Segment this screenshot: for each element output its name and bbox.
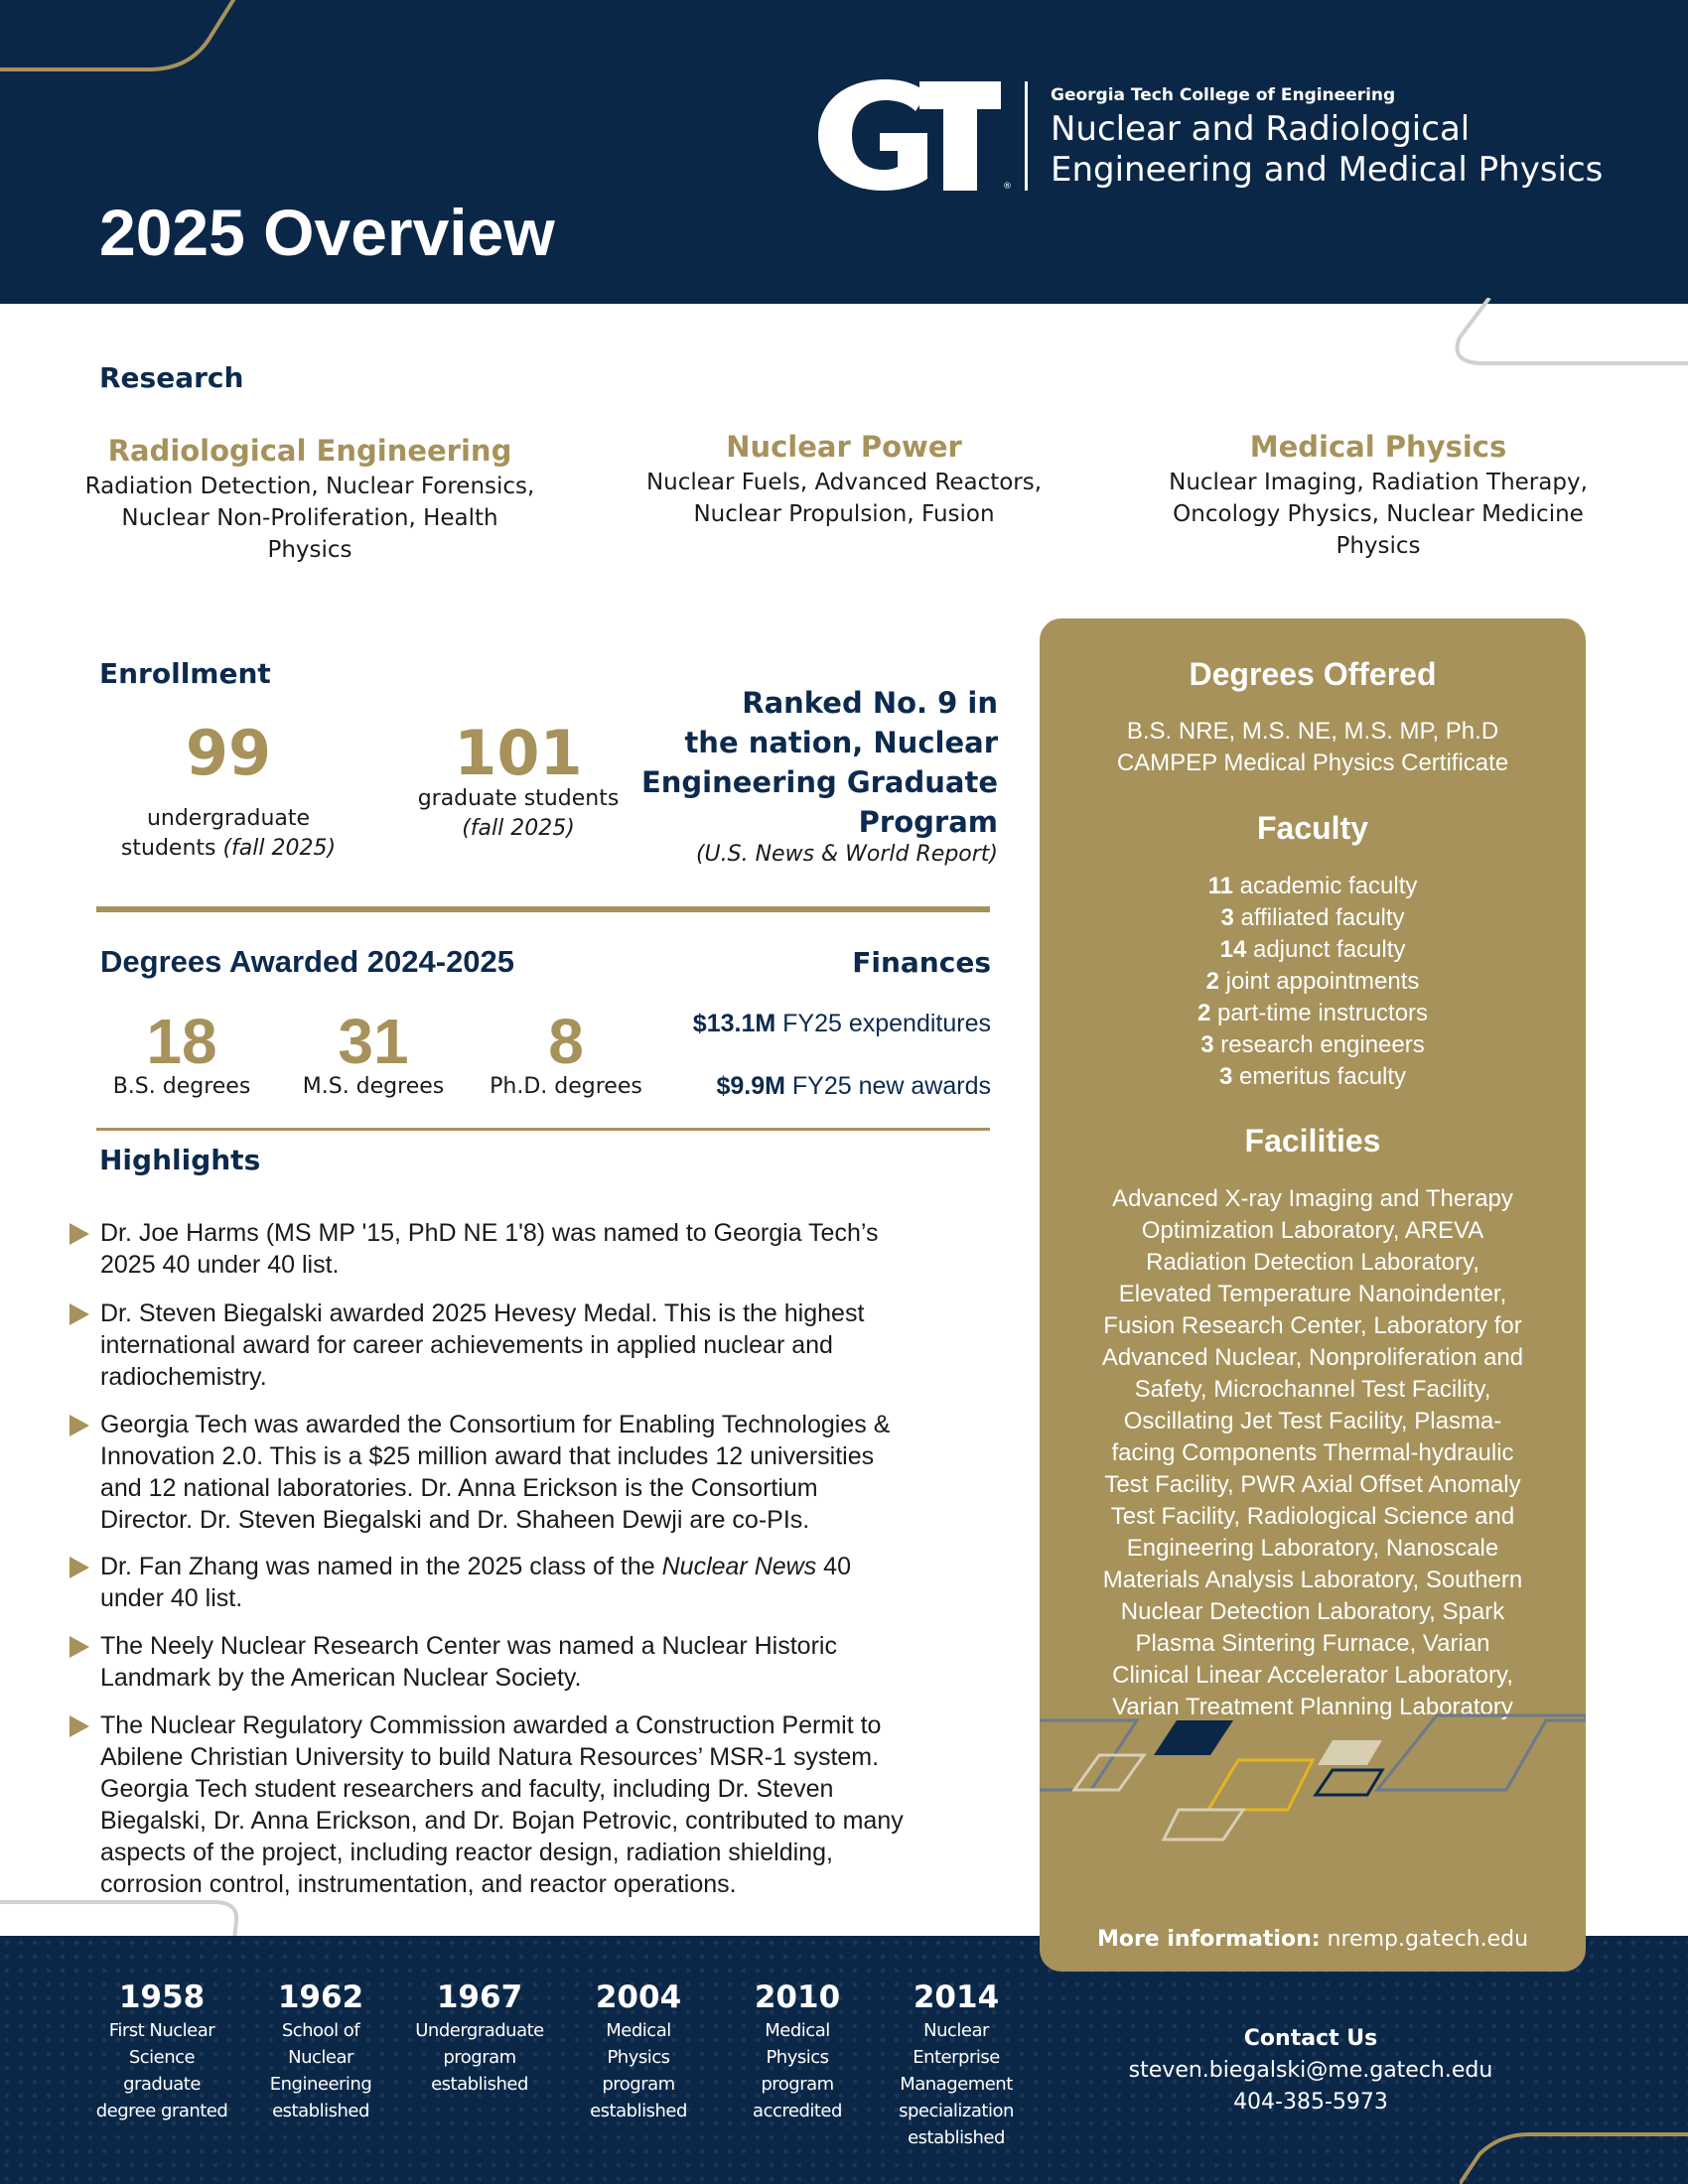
- faculty-count: 3: [1220, 904, 1234, 931]
- research-area-line: Radiation Detection, Nuclear Forensics,: [84, 474, 535, 499]
- degrees-offered-list: [1059, 716, 1566, 779]
- research-area-title: Nuclear Power: [726, 430, 962, 464]
- finance-label: FY25 expenditures: [782, 1010, 991, 1037]
- grad-term: (fall 2025): [462, 816, 575, 841]
- facilities-line: Varian Treatment Planning Laboratory: [1112, 1694, 1513, 1720]
- timeline-year: 2010: [754, 1979, 841, 2015]
- enrollment-heading: Enrollment: [99, 657, 271, 690]
- timeline-year: 2004: [595, 1979, 682, 2015]
- undergrad-term: (fall 2025): [222, 836, 337, 861]
- timeline-line: established: [590, 2101, 687, 2121]
- timeline-item-2010: [728, 1978, 867, 2124]
- timeline-line: Science: [128, 2047, 196, 2068]
- faculty-line: [1059, 998, 1566, 1029]
- highlight-text: Dr. Fan Zhang was named in the 2025 class of the: [100, 1553, 662, 1580]
- timeline-line: Medical: [606, 2020, 671, 2041]
- grad-count: 101: [454, 717, 583, 789]
- faculty-label: academic faculty: [1239, 873, 1418, 899]
- degrees-offered-line: B.S. NRE, M.S. NE, M.S. MP, Ph.D: [1126, 718, 1499, 745]
- bs-degrees-count: 18: [146, 1006, 217, 1077]
- facilities-line: Elevated Temperature Nanoindenter,: [1118, 1281, 1507, 1307]
- highlight-line: under 40 list.: [100, 1584, 243, 1612]
- facilities-line: Advanced X-ray Imaging and Therapy: [1112, 1185, 1513, 1212]
- timeline-line: established: [431, 2074, 528, 2095]
- info-panel: [1040, 618, 1586, 1972]
- gt-logo: [816, 75, 1015, 195]
- research-area-nuclear-power: [616, 427, 1072, 530]
- faculty-label: research engineers: [1220, 1031, 1425, 1058]
- faculty-label: adjunct faculty: [1252, 936, 1406, 963]
- timeline-item-1962: [251, 1978, 390, 2124]
- decorative-curve-right: [1440, 298, 1688, 367]
- highlight-line: international award for career achievements in applied nuclear and: [100, 1331, 833, 1359]
- facilities-line: Clinical Linear Accelerator Laboratory,: [1112, 1662, 1513, 1689]
- facilities-line: Radiation Detection Laboratory,: [1146, 1249, 1479, 1276]
- faculty-heading: Faculty: [1256, 810, 1369, 846]
- decorative-curve: [0, 0, 278, 79]
- ms-degrees-count: 31: [338, 1006, 409, 1077]
- grad-label: [389, 784, 647, 844]
- highlight-line: [100, 1551, 974, 1582]
- faculty-count: 2: [1196, 1000, 1211, 1026]
- highlight-line: aspects of the project, including reactor design, radiation shielding,: [100, 1839, 833, 1866]
- more-info-line: [1040, 1927, 1586, 1952]
- faculty-label: affiliated faculty: [1240, 904, 1405, 931]
- research-area-title: Medical Physics: [1249, 430, 1507, 464]
- faculty-line: [1059, 966, 1566, 998]
- faculty-label: part-time instructors: [1216, 1000, 1429, 1026]
- contact-phone[interactable]: 404-385-5973: [1233, 2090, 1388, 2115]
- bullet-triangle-icon: [70, 1557, 89, 1578]
- ranking-source: (U.S. News & World Report): [695, 842, 998, 867]
- finance-label: FY25 new awards: [791, 1072, 991, 1100]
- svg-text:®: ®: [1003, 182, 1012, 192]
- contact-block: [1112, 2023, 1509, 2118]
- highlight-text: 40: [816, 1553, 851, 1580]
- page-title: 2025 Overview: [99, 196, 555, 269]
- highlight-line: 2025 40 under 40 list.: [100, 1251, 340, 1279]
- ms-degrees-label: M.S. degrees: [302, 1074, 445, 1099]
- grad-label-text: graduate students: [417, 786, 620, 811]
- decorative-shapes: [1040, 1701, 1586, 1899]
- research-area-line: Nuclear Non-Proliferation, Health: [121, 505, 498, 531]
- facilities-list: [1050, 1183, 1576, 1723]
- highlight-line: Georgia Tech was awarded the Consortium for Enabling Technologies &: [100, 1411, 891, 1438]
- more-info-link[interactable]: nremp.gatech.edu: [1327, 1927, 1529, 1952]
- degrees-offered-line: CAMPEP Medical Physics Certificate: [1116, 750, 1509, 776]
- timeline-line: program: [761, 2074, 834, 2095]
- timeline-line: Medical: [765, 2020, 830, 2041]
- timeline-line: Engineering: [269, 2074, 372, 2095]
- highlight-line: Dr. Joe Harms (MS MP '15, PhD NE 1'8) was named to Georgia Tech’s: [100, 1219, 879, 1247]
- facilities-line: Fusion Research Center, Laboratory for: [1103, 1312, 1522, 1339]
- faculty-line: [1059, 902, 1566, 934]
- faculty-count: 3: [1200, 1031, 1214, 1058]
- facilities-line: Safety, Microchannel Test Facility,: [1134, 1376, 1491, 1403]
- logo-divider: [1025, 81, 1028, 191]
- research-heading: Research: [99, 361, 244, 394]
- timeline-line: accredited: [753, 2101, 842, 2121]
- phd-degrees-label: Ph.D. degrees: [490, 1074, 642, 1099]
- bs-degrees-label: B.S. degrees: [112, 1074, 251, 1099]
- research-area-line: Physics: [1336, 533, 1421, 559]
- ranking-line: Engineering Graduate: [640, 765, 998, 799]
- timeline-line: Nuclear: [288, 2047, 353, 2068]
- timeline-line: specialization: [899, 2101, 1014, 2121]
- faculty-line: [1059, 1061, 1566, 1093]
- facilities-line: Engineering Laboratory, Nanoscale: [1126, 1535, 1499, 1562]
- contact-email[interactable]: steven.biegalski@me.gatech.edu: [1128, 2058, 1493, 2083]
- undergrad-label-line1: undergraduate: [146, 806, 311, 831]
- facilities-line: Test Facility, PWR Axial Offset Anomaly: [1104, 1471, 1521, 1498]
- facilities-line: Advanced Nuclear, Nonproliferation and: [1101, 1344, 1524, 1371]
- bullet-triangle-icon: [70, 1415, 89, 1436]
- bullet-triangle-icon: [70, 1303, 89, 1325]
- faculty-line: [1059, 871, 1566, 902]
- timeline-line: established: [272, 2101, 369, 2121]
- bullet-triangle-icon: [70, 1715, 89, 1737]
- timeline-item-1958: [92, 1978, 231, 2124]
- degrees-offered-heading: Degrees Offered: [1189, 656, 1437, 692]
- timeline-item-1967: [410, 1978, 549, 2098]
- timeline-line: program: [602, 2074, 675, 2095]
- timeline-line: established: [908, 2127, 1005, 2148]
- finance-expenditures: [596, 1010, 991, 1038]
- degrees-awarded-heading: Degrees Awarded 2024-2025: [100, 944, 515, 979]
- ranking-line: Program: [858, 805, 998, 839]
- section-divider: [96, 906, 990, 912]
- research-area-title: Radiological Engineering: [107, 434, 512, 468]
- timeline-line: Physics: [766, 2047, 829, 2068]
- faculty-count: 3: [1218, 1063, 1233, 1090]
- timeline-item-2014: [887, 1978, 1026, 2151]
- research-area-line: Nuclear Propulsion, Fusion: [693, 501, 995, 527]
- research-area-line: Nuclear Fuels, Advanced Reactors,: [645, 470, 1043, 495]
- timeline-line: degree granted: [95, 2101, 228, 2121]
- undergrad-label: [99, 804, 357, 864]
- highlight-line: Georgia Tech student researchers and faculty, including Dr. Steven: [100, 1775, 834, 1803]
- facilities-line: facing Components Thermal-hydraulic: [1111, 1439, 1514, 1466]
- highlight-line: Biegalski, Dr. Anna Erickson, and Dr. Bojan Petrovic, contributed to many: [100, 1807, 904, 1835]
- decorative-curve-left: [0, 1891, 248, 1941]
- faculty-label: emeritus faculty: [1238, 1063, 1407, 1090]
- finances-heading: Finances: [852, 946, 991, 979]
- contact-title: Contact Us: [1243, 2026, 1378, 2051]
- timeline-line: Enterprise: [913, 2047, 1000, 2068]
- highlight-line: Director. Dr. Steven Biegalski and Dr. Shaheen Dewji are co-PIs.: [100, 1506, 810, 1534]
- research-area-medical-physics: [1150, 427, 1607, 562]
- timeline-line: Physics: [607, 2047, 670, 2068]
- ranking-line: the nation, Nuclear: [684, 726, 998, 759]
- more-info-label: More information:: [1096, 1927, 1321, 1952]
- facilities-line: Test Facility, Radiological Science and: [1110, 1503, 1515, 1530]
- timeline-line: Management: [900, 2074, 1013, 2095]
- highlight-line: The Neely Nuclear Research Center was named a Nuclear Historic: [100, 1632, 837, 1660]
- highlight-line: Innovation 2.0. This is a $25 million award that includes 12 universities: [100, 1442, 875, 1470]
- facilities-line: Nuclear Detection Laboratory, Spark: [1120, 1598, 1505, 1625]
- bullet-triangle-icon: [70, 1636, 89, 1658]
- timeline-line: graduate: [123, 2074, 201, 2095]
- faculty-count: 2: [1205, 968, 1219, 995]
- facilities-heading: Facilities: [1244, 1123, 1381, 1159]
- highlights-heading: Highlights: [99, 1144, 261, 1176]
- finance-new-awards: [596, 1072, 991, 1101]
- research-area-radiological: [81, 431, 538, 566]
- timeline-line: Nuclear: [923, 2020, 989, 2041]
- department-name-line1: Nuclear and Radiological: [1051, 109, 1471, 149]
- timeline-line: program: [443, 2047, 516, 2068]
- timeline-line: School of: [281, 2020, 360, 2041]
- highlight-line: The Nuclear Regulatory Commission awarded a Construction Permit to: [100, 1711, 882, 1739]
- facilities-line: Materials Analysis Laboratory, Southern: [1102, 1567, 1523, 1593]
- ranking-statement: [635, 683, 998, 842]
- header-banner: [0, 0, 1688, 304]
- ranking-line: Ranked No. 9 in: [742, 686, 998, 720]
- timeline-line: First Nuclear: [108, 2020, 215, 2041]
- undergrad-label-line2: [99, 834, 357, 864]
- faculty-label: joint appointments: [1225, 968, 1420, 995]
- highlight-line: and 12 national laboratories. Dr. Anna Erickson is the Consortium: [100, 1474, 818, 1502]
- college-name: Georgia Tech College of Engineering: [1051, 85, 1396, 105]
- undergrad-label-text: students: [120, 836, 216, 861]
- highlight-line: Abilene Christian University to build Natura Resources’ MSR-1 system.: [100, 1743, 880, 1771]
- faculty-list: [1059, 871, 1566, 1093]
- section-divider: [96, 1128, 990, 1131]
- bullet-triangle-icon: [70, 1223, 89, 1245]
- facilities-line: Plasma Sintering Furnace, Varian: [1135, 1630, 1490, 1657]
- research-area-line: Oncology Physics, Nuclear Medicine: [1173, 501, 1584, 527]
- facilities-line: Oscillating Jet Test Facility, Plasma-: [1123, 1408, 1502, 1434]
- faculty-line: [1059, 934, 1566, 966]
- timeline-year: 1967: [436, 1979, 523, 2015]
- faculty-line: [1059, 1029, 1566, 1061]
- highlight-line: radiochemistry.: [100, 1363, 267, 1391]
- faculty-count: 11: [1207, 873, 1233, 899]
- highlight-line: Landmark by the American Nuclear Society.: [100, 1664, 582, 1692]
- timeline-year: 1962: [277, 1979, 364, 2015]
- timeline-item-2004: [569, 1978, 708, 2124]
- research-area-line: Nuclear Imaging, Radiation Therapy,: [1169, 470, 1588, 495]
- timeline-year: 1958: [118, 1979, 206, 2015]
- timeline-line: Undergraduate: [415, 2020, 544, 2041]
- highlight-line: Dr. Steven Biegalski awarded 2025 Hevesy Medal. This is the highest: [100, 1299, 865, 1327]
- research-area-line: Physics: [267, 537, 352, 563]
- finance-amount: $13.1M: [692, 1010, 776, 1037]
- phd-degrees-count: 8: [548, 1006, 584, 1077]
- facilities-line: Optimization Laboratory, AREVA: [1141, 1217, 1484, 1244]
- highlight-line: corrosion control, instrumentation, and reactor operations.: [100, 1870, 737, 1898]
- department-name-line2: Engineering and Medical Physics: [1051, 150, 1604, 190]
- timeline-year: 2014: [913, 1979, 1000, 2015]
- undergrad-count: 99: [185, 717, 272, 789]
- finance-amount: $9.9M: [716, 1072, 785, 1100]
- publication-name: Nuclear News: [661, 1553, 817, 1580]
- faculty-count: 14: [1219, 936, 1247, 963]
